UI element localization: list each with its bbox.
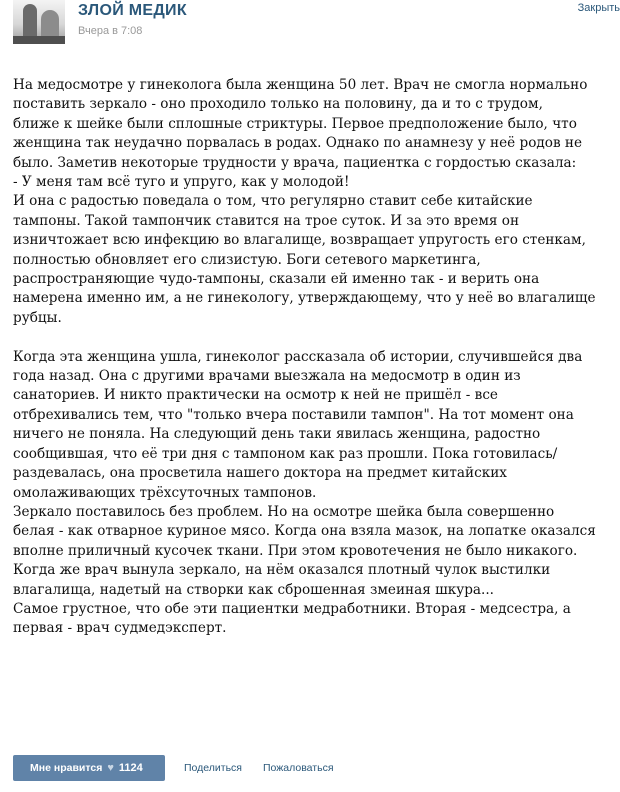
close-button[interactable]: Закрыть (577, 2, 620, 14)
like-button[interactable] (13, 755, 165, 781)
author-name[interactable]: ЗЛОЙ МЕДИК (78, 2, 187, 19)
post-paragraph: Когда эта женщина ушла, гинеколог рассказала об истории, случившейся два года назад. Она с другими врачами выезжала на медосмотр в один из санаториев. И никто практически на осмотр к ней не пришёл - все отбрехивались тем, что "только вчера поставили тампон". На тот момент она ничего не поняла. На следующий день таки явилась женщина, радостно сообщившая, что её три дня с тампоном как раз прошли. Пока готовилась/ раздевалась, она просветила нашего доктора на предмет китайских омолаживающих трёхсуточных тампонов. Зеркало поставилось без проблем. Но на осмотре шейка была совершенно белая - как отварное куриное мясо. Когда она взяла мазок, на лопатке оказался вполне приличный кусочек ткани. При этом кровотечения не было никакого. Когда же врач вынула зеркало, на нём оказался плотный чулок выстилки влагалища, надетый на створки как сброшенная змеиная шкура... Самое грустное, что обе эти пациентки медработники. Вторая - медсестра, а первая - врач судмедэксперт. (13, 348, 596, 637)
share-link[interactable]: Поделиться (184, 762, 242, 774)
paragraph-spacer (13, 328, 613, 347)
like-label: Мне нравится (30, 762, 103, 774)
post-paragraph: На медосмотре у гинеколога была женщина 50 лет. Врач не смогла нормально поставить зеркало - оно проходило только на половину, да и то с трудом, ближе к шейке были сплошные стриктуры. Первое предположение было, что женщина так неудачно порвалась в родах. Однако по анамнезу у неё родов не было. Заметив некоторые трудности у врача, пациентка с гордостью сказала: - У меня там всё туго и упруго, как у молодой! И она с радостью поведала о том, что регулярно ставит себе китайские тампоны. Такой тампончик ставится на трое суток. И за это время он изничтожает всю инфекцию во влагалище, возвращает упругость его стенкам, полностью обновляет его слизистую. Боги сетевого маркетинга, распространяющие чудо-тампоны, сказали ей именно так - и верить она намерена именно им, а не гинекологу, утверждающему, что у неё во влагалище рубцы. (13, 77, 596, 326)
post-body (13, 76, 613, 639)
avatar[interactable] (13, 0, 65, 44)
post-header (0, 0, 620, 56)
like-count: 1124 (118, 762, 143, 774)
post-timestamp[interactable]: Вчера в 7:08 (78, 25, 143, 37)
report-link[interactable]: Пожаловаться (263, 762, 334, 774)
avatar-floor (13, 36, 65, 44)
heart-icon: ♥ (107, 762, 114, 774)
avatar-figure (23, 4, 37, 40)
post-actions (13, 755, 613, 781)
